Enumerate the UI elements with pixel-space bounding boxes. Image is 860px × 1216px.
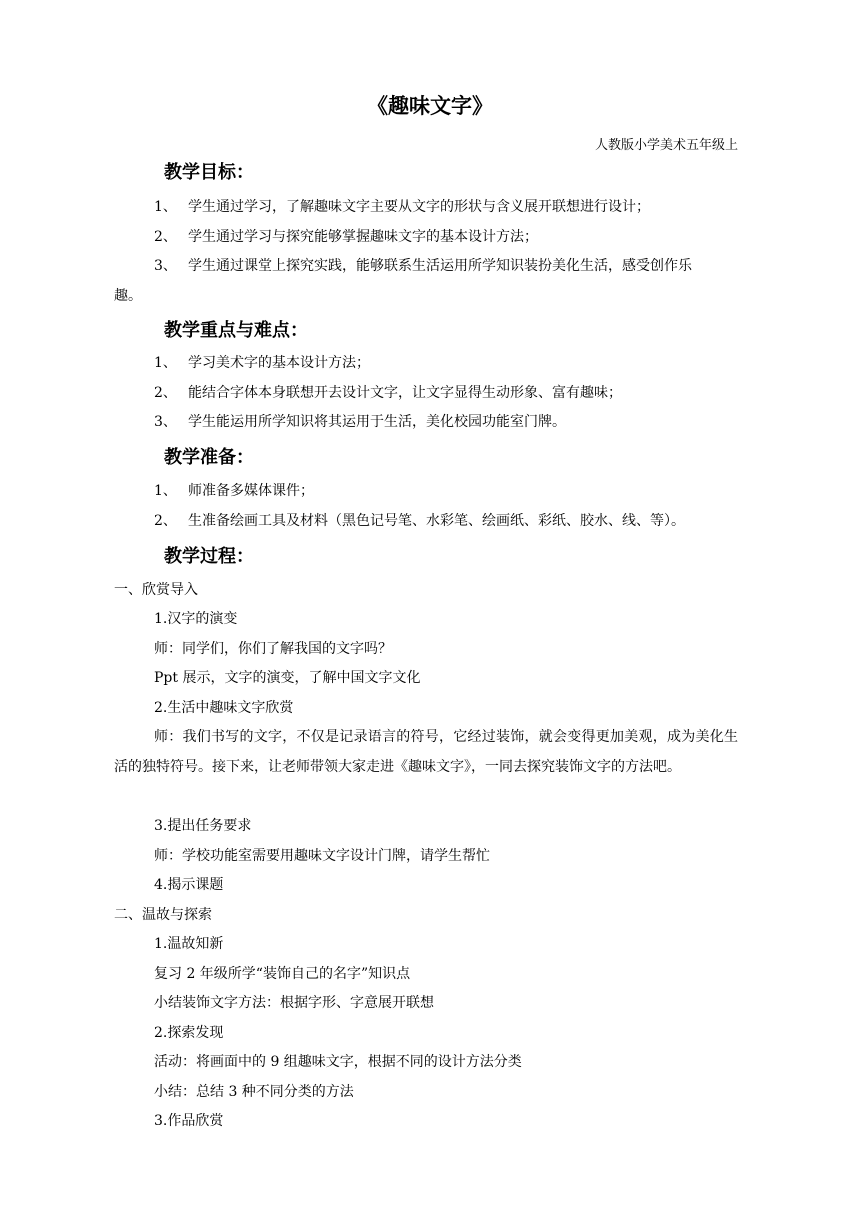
process-step-2-2b: 小结：总结 3 种不同分类的方法 bbox=[154, 1084, 354, 1100]
process-step-2-1b: 小结装饰文字方法：根据字形、字意展开联想 bbox=[154, 995, 434, 1011]
objective-3-text: 学生通过课堂上探究实践，能够联系生活运用所学知识装扮美化生活，感受创作乐 bbox=[188, 258, 692, 274]
objective-1-number: 1、 bbox=[154, 199, 177, 215]
process-step-1-1: 1.汉字的演变 bbox=[154, 611, 238, 627]
heading-preparation: 教学准备： bbox=[164, 447, 254, 468]
keypoint-1-text: 学习美术字的基本设计方法； bbox=[188, 355, 370, 371]
keypoint-1-number: 1、 bbox=[154, 355, 177, 371]
preparation-2-number: 2、 bbox=[154, 513, 177, 529]
process-step-1-4: 4.揭示课题 bbox=[154, 877, 224, 893]
keypoint-2-text: 能结合字体本身联想开去设计文字，让文字显得生动形象、富有趣味； bbox=[188, 385, 622, 401]
process-part2-title: 二、温故与探索 bbox=[114, 907, 212, 923]
preparation-1-number: 1、 bbox=[154, 483, 177, 499]
objective-3-continuation: 趣。 bbox=[114, 288, 142, 304]
heading-keypoints: 教学重点与难点： bbox=[164, 320, 308, 341]
objective-2-text: 学生通过学习与探究能够掌握趣味文字的基本设计方法； bbox=[188, 229, 538, 245]
process-step-1-2: 2.生活中趣味文字欣赏 bbox=[154, 700, 294, 716]
document-subtitle: 人教版小学美术五年级上 bbox=[594, 138, 738, 153]
document-title: 《趣味文字》 bbox=[367, 94, 493, 118]
process-step-1-2a-paragraph: 师：我们书写的文字，不仅是记录语言的符号，它经过装饰，就会变得更加美观，成为美化生活的独特符号。接下来，让老师带领大家走进《趣味文字》，一同去探究装饰文字的方法吧。 bbox=[114, 729, 738, 775]
keypoint-2-number: 2、 bbox=[154, 385, 177, 401]
heading-process: 教学过程： bbox=[164, 546, 254, 567]
process-step-2-2: 2.探索发现 bbox=[154, 1025, 224, 1041]
objective-2-number: 2、 bbox=[154, 229, 177, 245]
process-step-2-1: 1.温故知新 bbox=[154, 936, 224, 952]
keypoint-3-number: 3、 bbox=[154, 414, 177, 430]
process-part1-title: 一、欣赏导入 bbox=[114, 582, 198, 598]
heading-objectives: 教学目标： bbox=[164, 162, 254, 183]
process-step-1-3: 3.提出任务要求 bbox=[154, 818, 252, 834]
process-step-1-1a: 师：同学们，你们了解我国的文字吗？ bbox=[154, 641, 392, 657]
process-step-2-2a: 活动：将画面中的 9 组趣味文字，根据不同的设计方法分类 bbox=[154, 1054, 522, 1070]
process-step-2-3: 3.作品欣赏 bbox=[154, 1113, 224, 1129]
keypoint-3-text: 学生能运用所学知识将其运用于生活，美化校园功能室门牌。 bbox=[188, 414, 566, 430]
objective-1-text: 学生通过学习，了解趣味文字主要从文字的形状与含义展开联想进行设计； bbox=[188, 199, 650, 215]
process-step-2-1a: 复习 2 年级所学“装饰自己的名字”知识点 bbox=[154, 966, 411, 982]
objective-3-number: 3、 bbox=[154, 258, 177, 274]
preparation-2-text: 生准备绘画工具及材料（黑色记号笔、水彩笔、绘画纸、彩纸、胶水、线、等）。 bbox=[188, 513, 685, 529]
process-step-1-1b: Ppt 展示，文字的演变，了解中国文字文化 bbox=[154, 670, 421, 686]
preparation-1-text: 师准备多媒体课件； bbox=[188, 483, 314, 499]
process-step-1-3a: 师：学校功能室需要用趣味文字设计门牌，请学生帮忙 bbox=[154, 848, 490, 864]
